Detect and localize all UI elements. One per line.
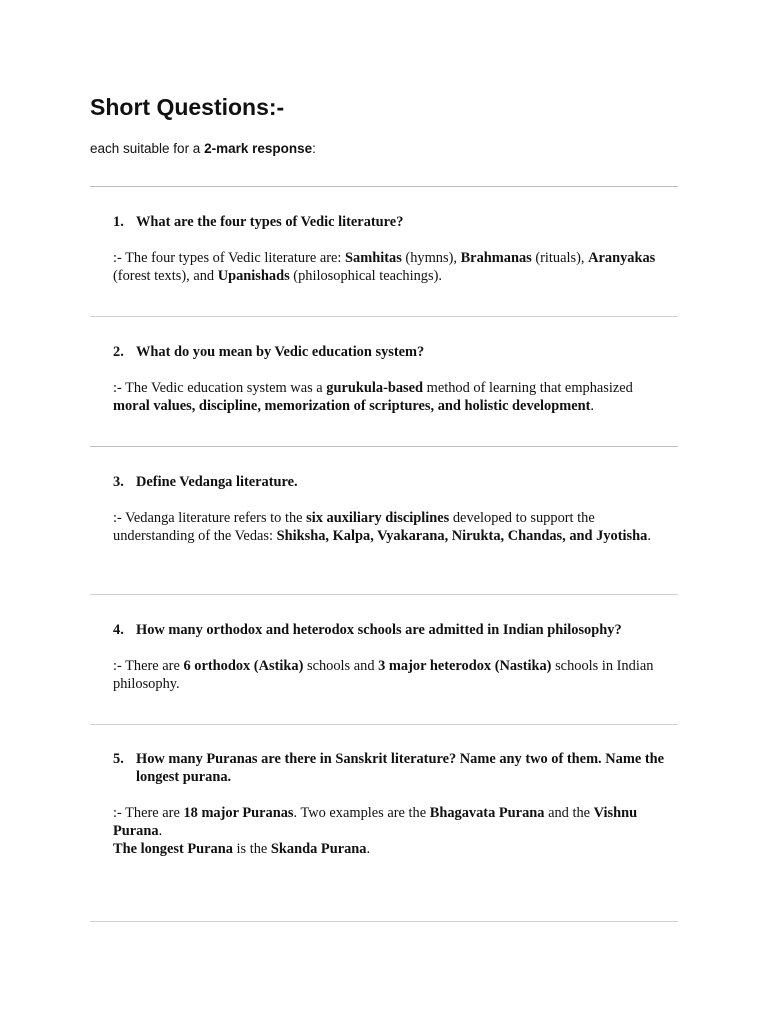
answer-text: :- The Vedic education system was a [113,380,327,396]
divider [90,724,678,725]
subtitle-bold: 2-mark response [204,141,313,156]
question-text: How many orthodox and heterodox schools are admitted in Indian philosophy? [136,622,622,638]
answer-text: (rituals), [531,250,589,266]
question-5 [113,750,673,786]
answer-bold: Upanishads [217,268,290,284]
answer-text: :- The four types of Vedic literature are: [113,250,346,266]
answer-text: is the [232,841,271,857]
answer-bold: Bhagavata Purana [429,805,545,821]
answer-5 [113,804,673,858]
answer-bold: 3 major heterodox (Nastika) [378,658,552,674]
question-text: How many Puranas are there in Sanskrit literature? Name any two of them. Name the longest purana. [136,751,664,785]
answer-text: (hymns), [401,250,461,266]
answer-bold: gurukula-based [326,380,424,396]
page-title: Short Questions:- [90,94,285,120]
question-number: 2. [113,344,124,360]
question-text: Define Vedanga literature. [136,474,298,490]
answer-bold: The longest Purana [113,841,233,857]
answer-3 [113,509,673,545]
answer-text: . [647,528,651,544]
divider [90,921,678,922]
divider [90,594,678,595]
answer-bold: Shiksha, Kalpa, Vyakarana, Nirukta, Chandas, and Jyotisha [276,528,648,544]
question-4 [113,621,673,639]
divider [90,316,678,317]
answer-text: . [590,398,595,414]
answer-bold: Vishnu Purana [113,805,638,839]
answer-bold: Skanda Purana [270,841,367,857]
question-2 [113,343,673,361]
question-1 [113,213,673,231]
question-number: 3. [113,474,124,490]
answer-4 [113,657,673,693]
answer-bold: 18 major Puranas [183,805,294,821]
answer-text: :- There are [113,805,184,821]
answer-text: schools and [303,658,379,674]
answer-2 [113,379,673,415]
answer-bold: Aranyakas [588,250,656,266]
answer-text: . [366,841,371,857]
divider [90,446,678,447]
subtitle [90,140,316,158]
answer-text: . [158,823,163,839]
question-number: 5. [113,751,124,767]
answer-1 [113,249,673,285]
answer-text: and the [544,805,594,821]
answer-text: schools in Indian philosophy. [113,658,654,692]
answer-text: developed to support the understanding of the Vedas: [113,510,595,544]
answer-bold: six auxiliary disciplines [306,510,450,526]
answer-text: (forest texts), and [113,268,218,284]
answer-text: (philosophical teachings). [289,268,442,284]
answer-text: :- There are [113,658,184,674]
question-text: What do you mean by Vedic education system? [136,344,425,360]
subtitle-prefix: each suitable for a [90,141,205,156]
answer-bold: moral values, discipline, memorization of scriptures, and holistic development [113,398,591,414]
answer-bold: Samhitas [345,250,402,266]
answer-text: :- Vedanga literature refers to the [113,510,307,526]
answer-text: . Two examples are the [293,805,430,821]
divider [90,186,678,187]
question-number: 1. [113,214,124,230]
answer-bold: 6 orthodox (Astika) [183,658,304,674]
question-number: 4. [113,622,124,638]
question-text: What are the four types of Vedic literature? [136,214,404,230]
answer-text: method of learning that emphasized [423,380,633,396]
answer-bold: Brahmanas [460,250,532,266]
subtitle-suffix: : [312,141,316,156]
question-3 [113,473,673,491]
